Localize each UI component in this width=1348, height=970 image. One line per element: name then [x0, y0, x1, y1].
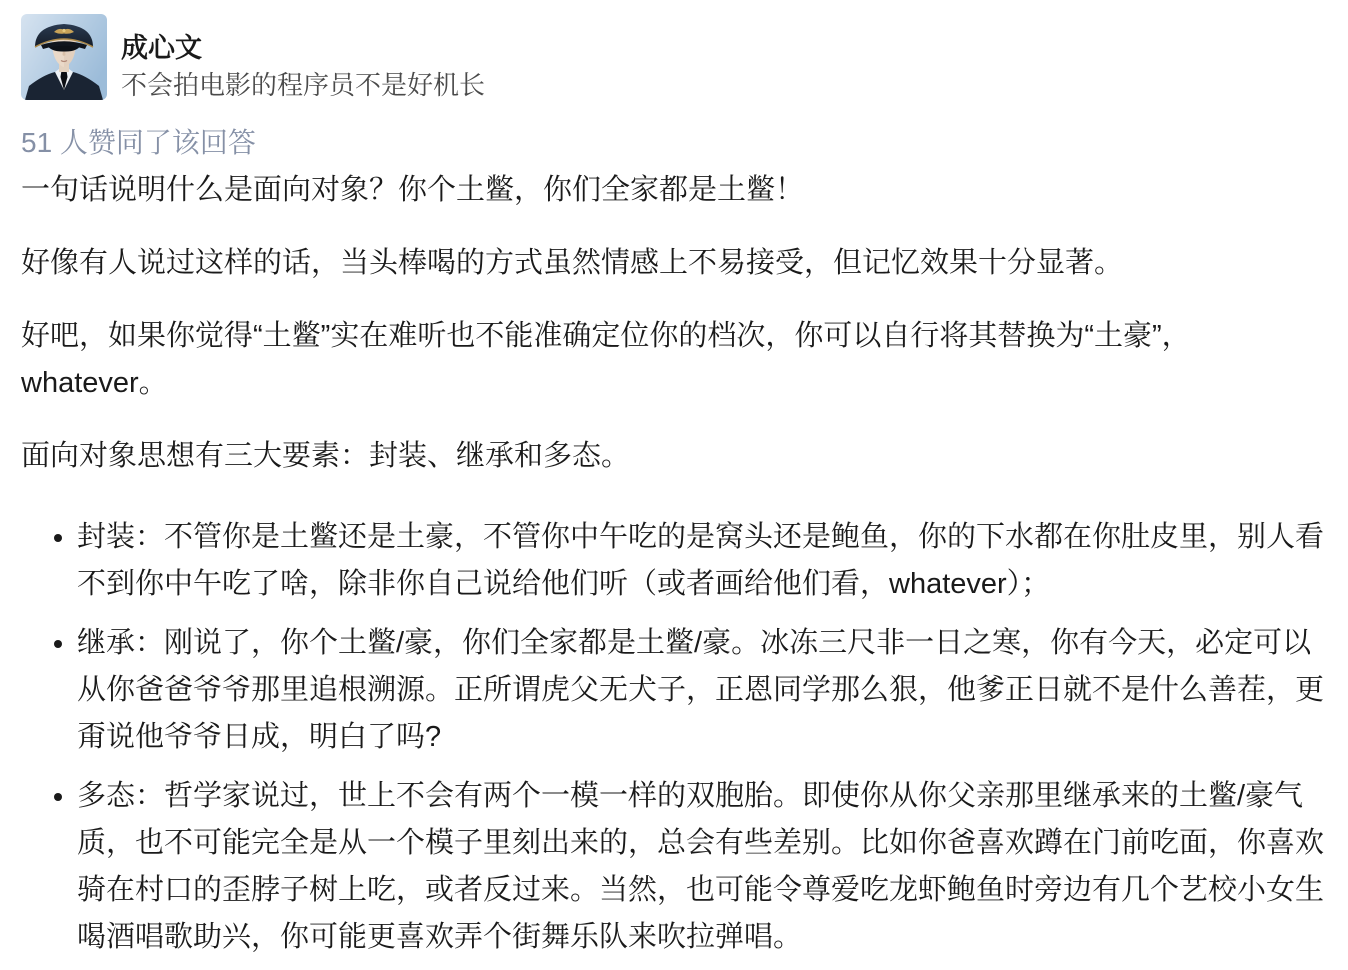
author-header: [21, 14, 1330, 100]
author-name[interactable]: 成心文: [121, 33, 202, 63]
list-item-encapsulation: • 封装：不管你是土鳖还是土豪，不管你中午吃的是窝头还是鲍鱼，你的下水都在你肚皮里，别人看不到你中午吃了啥，除非你自己说给他们听（或者画给他们看，whatever）；: [77, 514, 1330, 608]
answer-paragraph: 一句话说明什么是面向对象？你个土鳖，你们全家都是土鳖！: [21, 174, 805, 206]
answer-paragraph: 好吧，如果你觉得“土鳖”实在难听也不能准确定位你的档次，你可以自行将其替换为“土豪”，whatever。: [21, 320, 1191, 399]
list-item-inheritance: • 继承：刚说了，你个土鳖/豪，你们全家都是土鳖/豪。冰冻三尺非一日之寒，你有今天，必定可以从你爸爸爷爷那里追根溯源。正所谓虎父无犬子，正恩同学那么狠，他爹正日就不是什么善茬，更甭说他爷爷日成，明白了吗?: [77, 620, 1330, 761]
author-info: [121, 14, 485, 100]
author-bio: 不会拍电影的程序员不是好机长: [121, 70, 486, 100]
pilot-captain-avatar-icon: [21, 14, 107, 100]
answer-paragraph: 面向对象思想有三大要素：封装、继承和多态。: [21, 440, 631, 472]
answer-content: [21, 167, 1330, 961]
answer-paragraph: 好像有人说过这样的话，当头棒喝的方式虽然情感上不易接受，但记忆效果十分显著。: [21, 247, 1124, 279]
oop-features-list: [21, 514, 1330, 961]
list-item-polymorphism: • 多态：哲学家说过，世上不会有两个一模一样的双胞胎。即使你从你父亲那里继承来的土鳖/豪气质，也不可能完全是从一个模子里刻出来的，总会有些差别。比如你爸喜欢蹲在门前吃面，你喜欢骑在村口的歪脖子树上吃，或者反过来。当然，也可能令尊爱吃龙虾鲍鱼时旁边有几个艺校小女生喝酒唱歌助兴，你可能更喜欢弄个街舞乐队来吹拉弹唱。: [77, 773, 1330, 961]
upvote-count-label: 51 人赞同了该回答: [21, 127, 256, 158]
author-avatar[interactable]: [21, 14, 107, 100]
